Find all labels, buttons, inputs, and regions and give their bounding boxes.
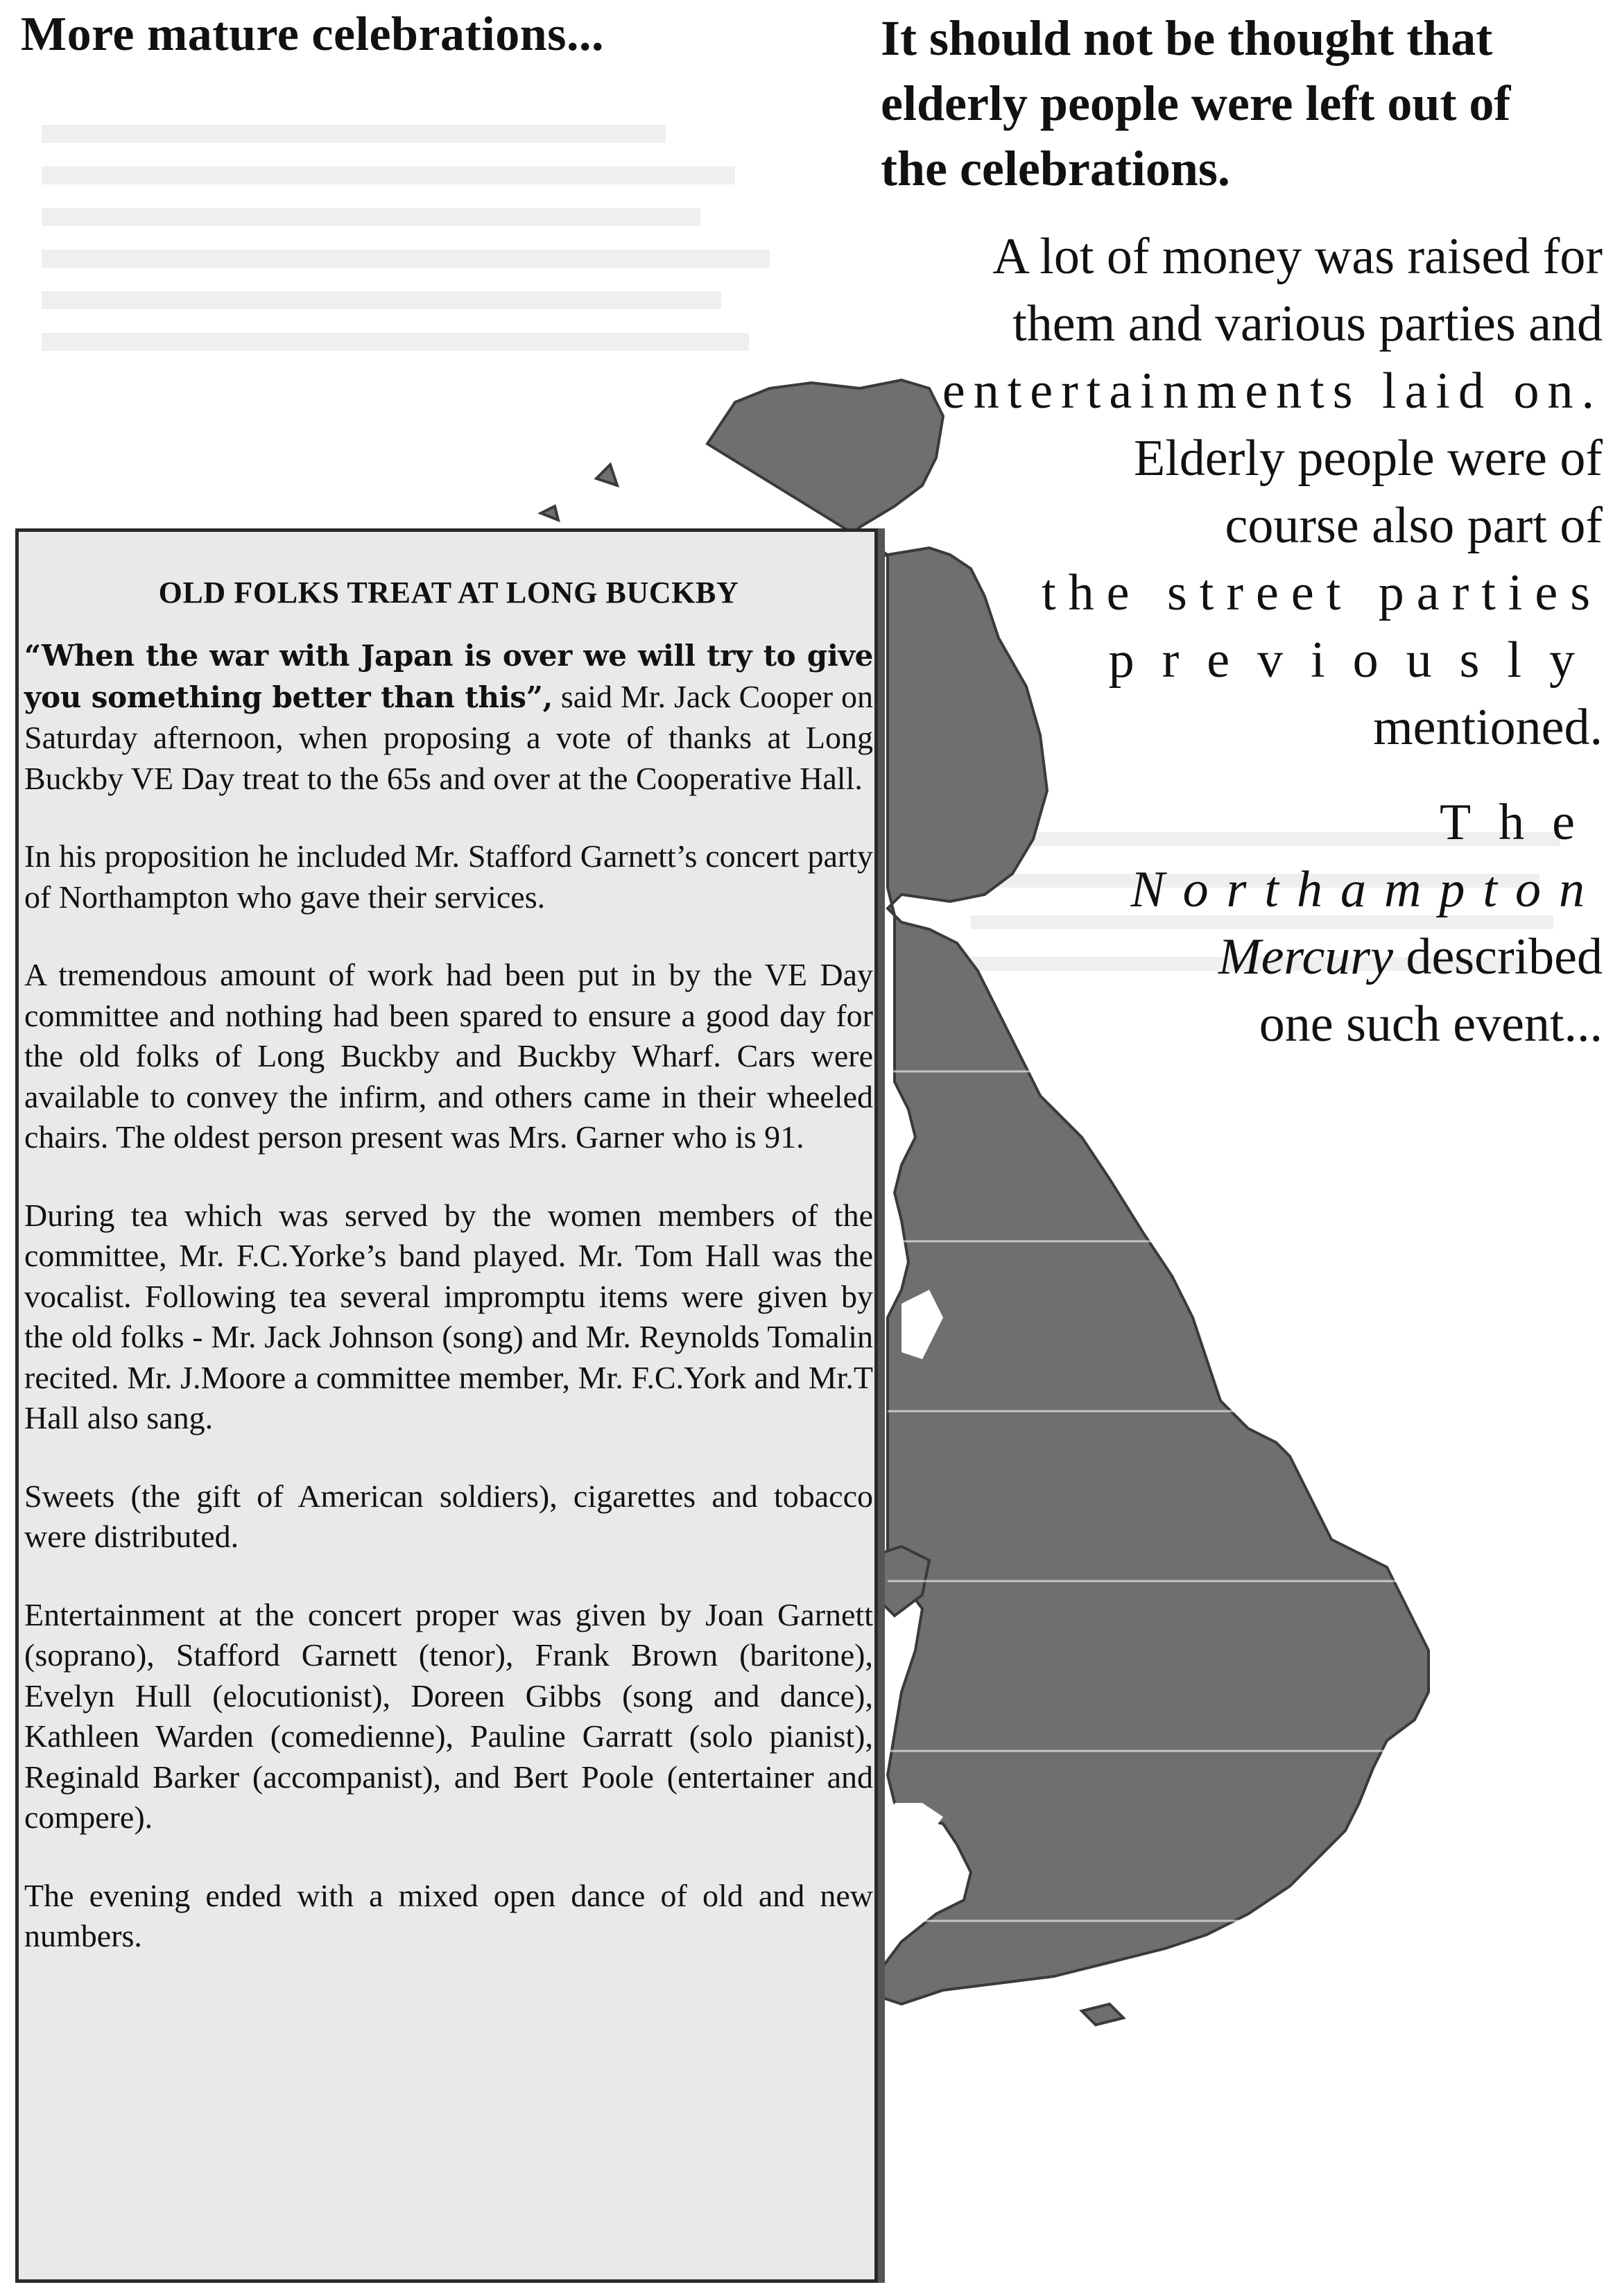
intro-body-line: Elderly people were of bbox=[1134, 430, 1603, 487]
intro-body-line: course also part of bbox=[1225, 497, 1603, 554]
intro-bold-line: the celebrations. bbox=[881, 141, 1230, 196]
article-paragraph: The evening ended with a mixed open dance of old and new numbers. bbox=[24, 1877, 873, 1953]
newspaper-article-box bbox=[15, 528, 878, 2283]
intro-bold-line: It should not be thought that bbox=[881, 10, 1493, 66]
intro-body-line: the street parties bbox=[1042, 564, 1603, 621]
article-paragraph bbox=[24, 635, 873, 799]
intro-body-line: A lot of money was raised for bbox=[992, 228, 1603, 285]
intro-body-line: them and various parties and bbox=[1012, 295, 1603, 352]
article-paragraph: Entertainment at the concert proper was given by Joan Garnett (soprano), Stafford Garnett (tenor), Frank Brown (baritone), Evelyn Hull (elocutionist), Doreen Gibbs (song and dance), Kathleen Warden (comedienne), Pauline Garratt (solo pianist), Reginald Barker (accompanist), and Bert Poole (entertainer and compere). bbox=[24, 1596, 873, 1835]
intro-body-line: entertainments laid on. bbox=[942, 363, 1603, 420]
section-heading: More mature celebrations... bbox=[21, 8, 604, 61]
article-quote: “When the war with Japan is over we will try to give you something better than this”, bbox=[24, 639, 873, 714]
newspaper-name-part-2: Mercury bbox=[1218, 929, 1393, 985]
closing-the: The bbox=[1439, 794, 1603, 851]
intro-body-text bbox=[854, 223, 1603, 1058]
intro-body-line: mentioned. bbox=[1373, 699, 1603, 756]
article-paragraph-text: said Mr. Jack Cooper on Saturday afternoon, when proposing a vote of thanks at Long Buckby VE Day treat to the 65s and over at the Cooperative Hall. bbox=[24, 678, 873, 796]
article-paragraph: Sweets (the gift of American soldiers), cigarettes and tobacco were distributed. bbox=[24, 1478, 873, 1554]
closing-last-line: one such event... bbox=[1259, 996, 1603, 1053]
article-paragraph: During tea which was served by the women members of the committee, Mr. F.C.Yorke’s band played. Mr. Tom Hall was the vocalist. Following tea several impromptu items were given by the old folks - Mr. Jack Johnson (song) and Mr. Reynolds Tomalin recited. Mr. J.Moore a committee member, Mr. F.C.York and Mr.T Hall also sang. bbox=[24, 1197, 873, 1435]
intro-body-line: previously bbox=[1108, 632, 1603, 689]
intro-bold-text bbox=[881, 6, 1609, 201]
article-paragraph: In his proposition he included Mr. Stafford Garnett’s concert party of Northampton who gave their services. bbox=[24, 838, 873, 915]
intro-bold-line: elderly people were left out of bbox=[881, 76, 1511, 131]
article-title: OLD FOLKS TREAT AT LONG BUCKBY bbox=[158, 576, 739, 610]
newspaper-name-part-1: Northampton bbox=[1130, 861, 1603, 918]
article-paragraph: A tremendous amount of work had been put in by the VE Day committee and nothing had been spared to ensure a good day for the old folks of Long Buckby and Buckby Wharf. Cars were available to convey the infirm, and others came in their wheeled chairs. The oldest person present was Mrs. Garner who is 91. bbox=[24, 957, 873, 1155]
closing-described: described bbox=[1406, 929, 1603, 985]
